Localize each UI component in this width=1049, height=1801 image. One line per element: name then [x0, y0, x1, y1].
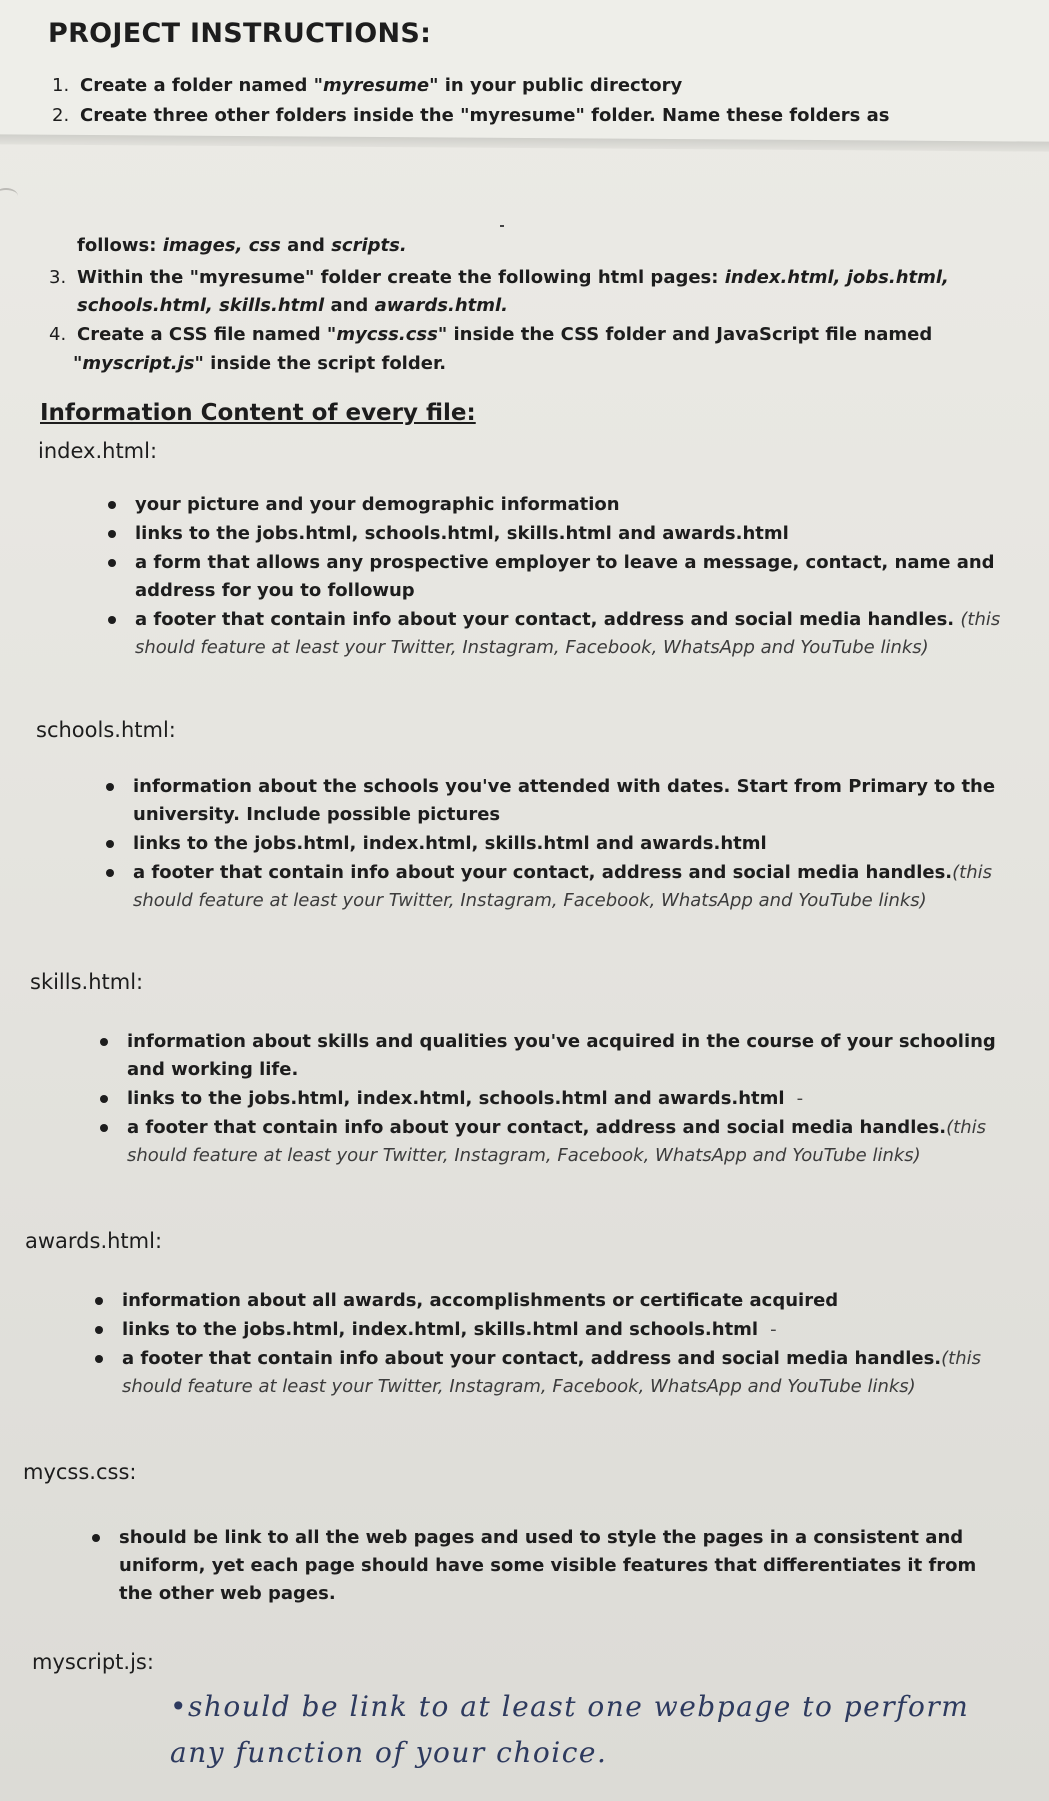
file-heading-schools: schools.html: — [36, 718, 176, 742]
mycss-bullet-list — [119, 1524, 999, 1609]
step-number: 2. — [52, 105, 70, 126]
list-item: a footer that contain info about your contact, address and social media handles.(this should feature at least your Twitter, Instagram, Facebook, WhatsApp and YouTube links) — [122, 1345, 1007, 1401]
step-4-continued: "myscript.js" inside the script folder. — [73, 353, 447, 374]
file-heading-index: index.html: — [38, 439, 158, 463]
file-heading-awards: awards.html: — [25, 1229, 163, 1253]
schools-bullet-list — [133, 773, 1003, 916]
handwritten-note: •should be link to at least one webpage to perform any function of your choice. — [170, 1690, 970, 1769]
step-1: 1. Create a folder named "myresume" in your public directory — [80, 71, 682, 100]
list-item: links to the jobs.html, index.html, skills.html and awards.html — [133, 830, 1003, 858]
skills-bullet-list — [127, 1028, 1007, 1171]
file-heading-myscript: myscript.js: — [32, 1650, 154, 1674]
step-number: 1. — [52, 75, 70, 96]
page-title: PROJECT INSTRUCTIONS: — [48, 18, 432, 49]
list-item: a footer that contain info about your contact, address and social media handles.(this should feature at least your Twitter, Instagram, Facebook, WhatsApp and YouTube links) — [133, 859, 1003, 915]
file-heading-skills: skills.html: — [30, 970, 144, 994]
step-2-continued: follows: images, css and scripts. — [77, 235, 407, 256]
list-item: information about all awards, accomplishments or certificate acquired — [122, 1287, 1007, 1315]
list-item: information about the schools you've attended with dates. Start from Primary to the university. Include possible pictures — [133, 773, 1003, 829]
list-item: a footer that contain info about your contact, address and social media handles.(this should feature at least your Twitter, Instagram, Facebook, WhatsApp and YouTube links) — [127, 1114, 1007, 1170]
list-item: links to the jobs.html, index.html, skills.html and schools.html - — [122, 1316, 1007, 1344]
step-4: 4. Create a CSS file named "mycss.css" inside the CSS folder and JavaScript file named — [77, 320, 932, 349]
step-number: 4. — [49, 324, 67, 345]
list-item: information about skills and qualities you've acquired in the course of your schooling and working life. — [127, 1028, 1007, 1084]
step-number: 3. — [49, 267, 67, 288]
list-item: should be link to all the web pages and used to style the pages in a consistent and uniform, yet each page should have some visible features that differentiates it from the other web pages. — [119, 1524, 999, 1608]
list-item: your picture and your demographic information — [135, 491, 1005, 519]
list-item: links to the jobs.html, schools.html, skills.html and awards.html — [135, 520, 1005, 548]
section-title: Information Content of every file: — [40, 400, 476, 426]
step-3: 3. Within the "myresume" folder create the following html pages: index.html, jobs.html, — [77, 263, 949, 292]
list-item: a form that allows any prospective employer to leave a message, contact, name and address for you to followup — [135, 549, 1005, 605]
file-heading-mycss: mycss.css: — [23, 1460, 137, 1484]
awards-bullet-list — [122, 1287, 1007, 1402]
list-item: a footer that contain info about your contact, address and social media handles. (this should feature at least your Twitter, Instagram, Facebook, WhatsApp and YouTube links) — [135, 606, 1005, 662]
index-bullet-list — [135, 491, 1005, 663]
step-2: 2. Create three other folders inside the "myresume" folder. Name these folders as — [80, 101, 889, 130]
step-3-continued: schools.html, skills.html and awards.html. — [77, 295, 509, 316]
list-item: links to the jobs.html, index.html, schools.html and awards.html - — [127, 1085, 1007, 1113]
